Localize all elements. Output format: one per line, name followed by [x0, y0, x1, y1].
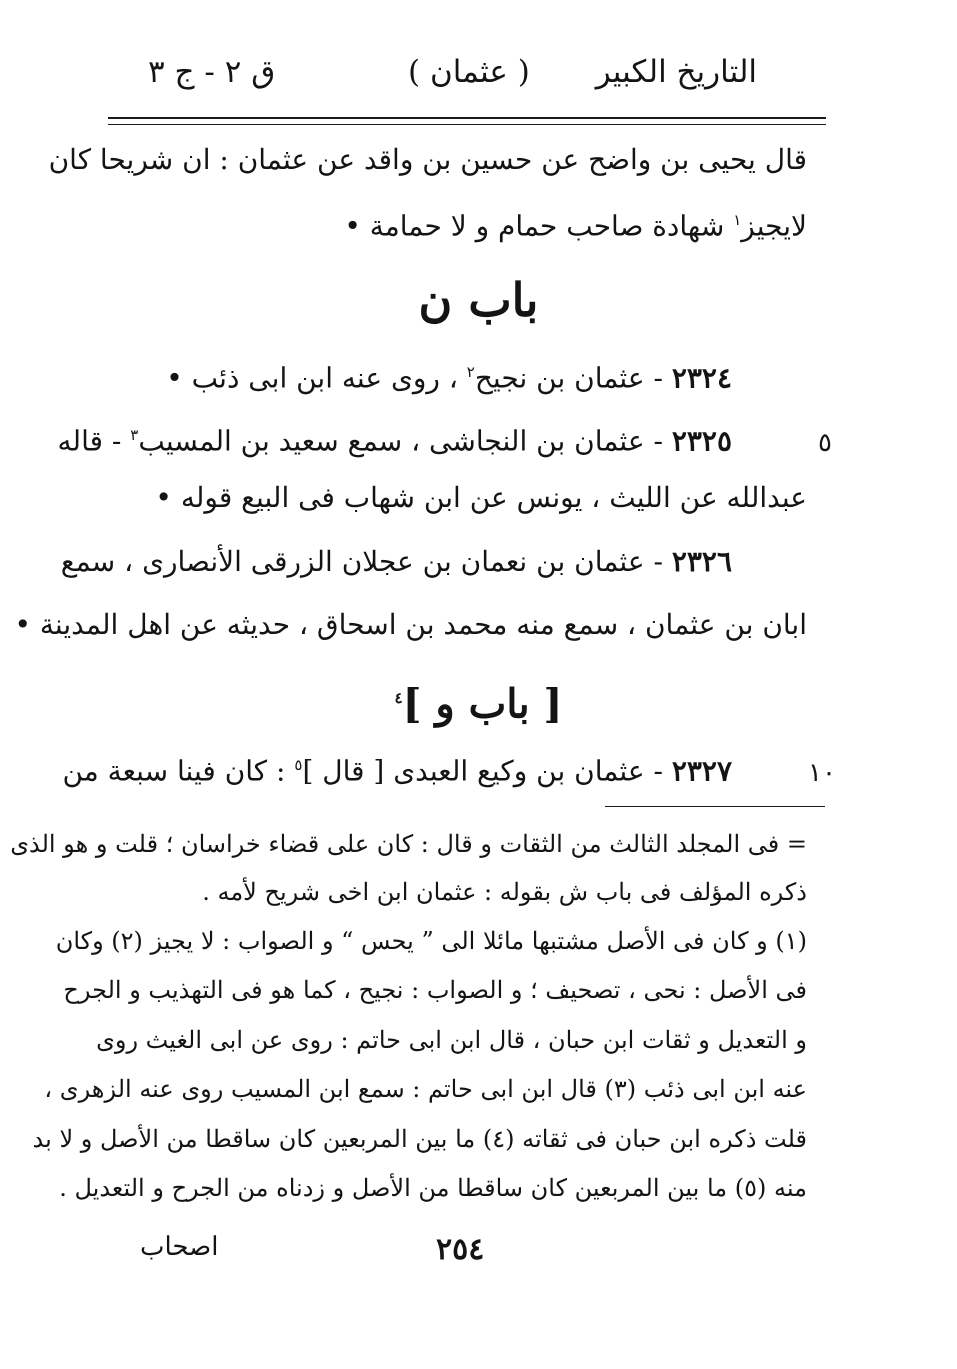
entry-2326-line-1: ٢٣٢٦ - عثمان بن نعمان بن عجلان الزرقى الأنصارى ، سمع	[60, 545, 732, 578]
footnote-line: ذكره المؤلف فى باب ش بقوله : عثمان ابن اخى شريح لأمه .	[202, 878, 807, 906]
footnote-mark-1: ١	[733, 211, 742, 229]
entry-number: ٢٣٢٤	[671, 361, 732, 395]
footnote-separator	[605, 806, 825, 807]
page-number: ٢٥٤	[436, 1232, 485, 1267]
intro-line-2: لايجيز$^١$ شهادة صاحب حمام و لا حمامة •	[344, 209, 807, 243]
footnote-line: فى الأصل : نحى ، تصحيف ؛ و الصواب : نجيح ، كما هو فى التهذيب و الجرح	[63, 976, 807, 1004]
section-heading-waw: [ باب و ]$^٤$	[394, 680, 563, 728]
margin-line-number-5: ٥	[818, 428, 832, 458]
footnote-mark-2: ٢	[466, 363, 475, 381]
entry-number: ٢٣٢٥	[671, 424, 732, 458]
footnote-mark-3: ٣	[130, 426, 139, 444]
header-rule-top	[108, 117, 826, 119]
entry-2327: ٢٣٢٧ - عثمان بن وكيع العبدى [ قال ]$^٥$ : كان فينا سبعة من	[62, 754, 732, 788]
entry-2325-line-1: ٢٣٢٥ - عثمان بن النجاشى ، سمع سعيد بن المسيب$^٣$ - قاله	[57, 424, 732, 458]
footnote-line: (١) و كان فى الأصل مشتبها مائلا الى ” يحس “ و الصواب : لا يجيز (٢) وكان	[55, 927, 807, 955]
section-heading-nun: باب ن	[418, 273, 539, 327]
footnote-line: قلت ذكره ابن حبان فى ثقاته (٤) ما بين المربعين كان ساقطا من الأصل و لا بد	[32, 1125, 807, 1153]
header-book-title: التاريخ الكبير	[595, 54, 757, 90]
entry-number: ٢٣٢٧	[671, 754, 732, 788]
header-volume: ق ٢ - ج ٣	[148, 54, 276, 90]
catchword: اصحاب	[140, 1232, 219, 1262]
footnote-line: عنه ابن ابى ذئب (٣) قال ابن ابى حاتم : سمع ابن المسيب روى عنه الزهرى ،	[44, 1075, 807, 1103]
entry-2325-line-2: عبدالله عن الليث ، يونس عن ابن شهاب فى البيع قوله •	[155, 481, 807, 514]
header-rule-bottom	[108, 124, 826, 125]
footnote-mark-4: ٤	[394, 689, 403, 707]
footnote-line: و التعديل و ثقات ابن حبان ، قال ابن ابى حاتم : روى عن ابى الغيث روى	[96, 1026, 807, 1054]
entry-2326-line-2: ابان بن عثمان ، سمع منه محمد بن اسحاق ، حديثه عن اهل المدينة •	[14, 608, 807, 641]
entry-number: ٢٣٢٦	[671, 545, 732, 578]
footnote-mark-5: ٥	[294, 756, 303, 774]
footnote-line: = فى المجلد الثالث من الثقات و قال : كان على قضاء خراسان ؛ قلت و هو الذى	[10, 830, 807, 858]
header-section-name: ( عثمان )	[408, 54, 530, 90]
footnote-line: منه (٥) ما بين المربعين كان ساقطا من الأصل و زدناه من الجرح و التعديل .	[59, 1174, 807, 1202]
margin-line-number-10: ١٠	[808, 758, 836, 788]
intro-line-1: قال يحيى بن واضح عن حسين بن واقد عن عثمان : ان شريحا كان	[48, 143, 807, 176]
entry-2324: ٢٣٢٤ - عثمان بن نجيح$^٢$ ، روى عنه ابن ابى ذئب •	[166, 361, 732, 395]
